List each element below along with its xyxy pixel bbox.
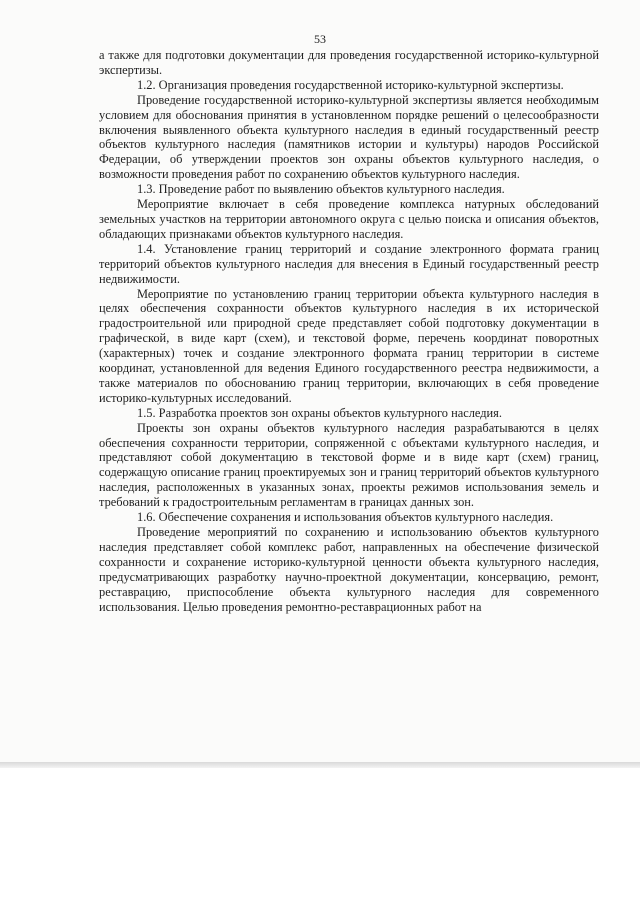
paragraph: а также для подготовки документации для проведения государственной историко-культурной экспертизы. (99, 48, 599, 77)
paragraph: Проекты зон охраны объектов культурного наследия разрабатываются в целях обеспечения сохранности территории, сопряженной с объектами культурного наследия, и представляют собой документацию в текстовой форме и в виде карт (схем) границ, содержащую описание границ проектируемых зон и границ территорий объектов культурного наследия, расположенных в указанных зонах, проекты режимов использования земель и требований к градостроительным регламентам в границах данных зон. (99, 420, 599, 510)
section-heading: 1.2. Организация проведения государственной историко-культурной экспертизы. (137, 77, 564, 92)
page-number: 53 (314, 32, 326, 46)
section-heading: 1.6. Обеспечение сохранения и использования объектов культурного наследия. (137, 510, 554, 525)
paragraph: Мероприятие по установлению границ территории объекта культурного наследия в целях обеспечения сохранности объектов культурного наследия в их исторической градостроительной или природной среде представляет собой подготовку документации в графической, в виде карт (схем), и текстовой форме, перечень координат поворотных (характерных) точек и создание электронного формата границ территории в системе координат, установленной для ведения Единого государственного реестра недвижимости, а также материалов по обоснованию границ территории, включающих в себя проведение историко-культурных исследований. (99, 286, 599, 405)
section-heading: 1.4. Установление границ территорий и создание электронного формата границ территорий объектов культурного наследия для внесения в Единый государственный реестр недвижимости. (99, 241, 599, 286)
paragraph: Проведение государственной историко-культурной экспертизы является необходимым условием для обоснования принятия в установленном порядке решений о целесообразности включения выявленного объекта культурного наследия в единый государственный реестр объектов культурного наследия (памятников истории и культуры) народов Российской Федерации, об утверждении проектов зон охраны объектов культурного наследия, о возможности проведения работ по сохранению объектов культурного наследия. (99, 92, 599, 182)
paragraph: Мероприятие включает в себя проведение комплекса натурных обследований земельных участков на территории автономного округа с целью поиска и описания объектов, обладающих признаками объектов культурного наследия. (99, 197, 599, 241)
section-heading: 1.3. Проведение работ по выявлению объектов культурного наследия. (137, 182, 505, 197)
page-edge-shadow (0, 762, 640, 768)
paragraph: Проведение мероприятий по сохранению и использованию объектов культурного наследия представляет собой комплекс работ, направленных на обеспечение физической сохранности и сохранение историко-культурной ценности объекта культурного наследия, предусматривающих разработку научно-проектной документации, консервацию, ремонт, реставрацию, приспособление объекта культурного наследия для современного использования. Целью проведения ремонтно-реставрационных работ на (99, 525, 599, 614)
section-heading: 1.5. Разработка проектов зон охраны объектов культурного наследия. (137, 405, 502, 420)
document-body (99, 48, 599, 614)
